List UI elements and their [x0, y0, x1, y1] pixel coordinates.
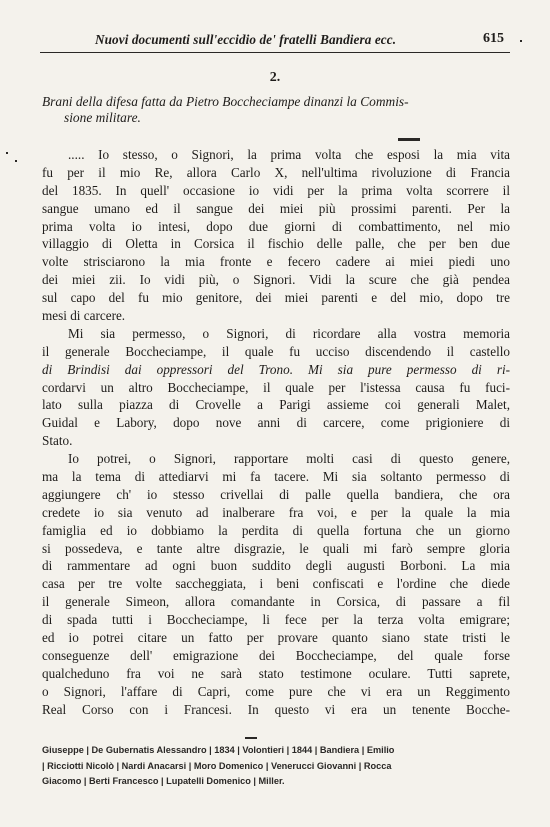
section-number: 2.	[269, 70, 281, 85]
body-line: ..... Io stesso, o Signori, la prima volta che esposi la mia vita	[68, 147, 510, 162]
body-line: ma la tema di attediarvi mi fa tacere. Mi sia soltanto permesso di	[42, 469, 510, 485]
heading-line-1: Brani della difesa fatta da Pietro Boccheciampe dinanzi la Commis-	[42, 94, 409, 109]
body-line: prima volta io intesi, dopo due giorni di combattimento, nel mio	[42, 218, 510, 234]
body-line: Stato.	[42, 433, 73, 449]
body-line: conseguenze dell' emigrazione dei Boccheciampe, del quale forse	[42, 647, 510, 663]
body-line: qualcheduno fra voi ne sarà stato testimone oculare. Tutti saprete,	[42, 665, 510, 681]
body-line: volte strisciarono la mia fronte e fecero cadere ai miei piedi uno	[42, 254, 510, 270]
body-line: di spada tutti i Boccheciampe, li fece per la terza volta emigrare;	[42, 612, 510, 628]
footer-names	[42, 743, 512, 790]
body-line: ed io potrei citare un fatto per provare quanto siano state tristi le	[42, 630, 510, 646]
ink-mark	[398, 138, 420, 141]
body-line: sul capo del fu mio genitore, dei miei parenti e del mio, dopo tre	[42, 290, 510, 306]
running-head	[40, 32, 510, 53]
body-line: Io potrei, o Signori, rapportare molti casi di questo genere,	[68, 451, 510, 467]
footnote-separator	[245, 737, 257, 739]
body-line: cordarvi un altro Boccheciampe, il quale per l'istessa causa fu fuci-	[42, 379, 510, 395]
body-text	[42, 146, 510, 719]
body-line: Guidal e Labory, dopo nove anni di carcere, come prigioniere di	[42, 415, 510, 431]
body-line: il generale Simeon, allora comandante in Corsica, di passare a fil	[42, 594, 510, 610]
body-line: dei miei zii. Io vidi più, o Signori. Vidi la scure che già pendea	[42, 272, 510, 288]
footer-line: Giacomo | Berti Francesco | Lupatelli Domenico | Miller.	[42, 776, 285, 786]
ink-mark	[15, 160, 17, 162]
body-line: casa per tre volte saccheggiata, i beni confiscati e l'ordine che diede	[42, 576, 510, 592]
body-line: famiglia ed io dobbiamo la perdita di quella fortuna che un giorno	[42, 522, 510, 538]
body-line: si possedeva, e tante altre disgrazie, le quali mi farò sempre gloria	[42, 540, 510, 556]
footer-line: | Ricciotti Nicolò | Nardi Anacarsi | Moro Domenico | Venerucci Giovanni | Rocca	[42, 760, 392, 771]
body-line: del 1835. In quell' occasione io vidi per la prima volta scorrere il	[42, 182, 510, 198]
body-line: Mi sia permesso, o Signori, di ricordare alla vostra memoria	[68, 325, 510, 341]
body-line: villaggio di Oletta in Corsica il fischio delle palle, che per ben due	[42, 236, 510, 252]
running-title: Nuovi documenti sull'eccidio de' fratelli Bandiera ecc.	[95, 32, 397, 47]
ink-mark	[6, 152, 8, 154]
body-line: sangue umano ed il sangue dei miei più prossimi parenti. Per la	[42, 200, 510, 216]
body-line: fu per il mio Re, allora Carlo X, nell'ultima rivoluzione di Francia	[42, 164, 510, 180]
body-line: credete io sia venuto ad inalberare fra voi, e per la quale la mia	[42, 504, 510, 520]
italic-phrase: di Brindisi dai oppressori del Trono.	[42, 361, 293, 377]
heading-line-2: sione militare.	[64, 110, 141, 125]
body-line: o Signori, l'affare di Capri, come pure che vi era un Reggimento	[42, 683, 510, 699]
footer-line: Giuseppe | De Gubernatis Alessandro | 1834 | Volontieri | 1844 | Bandiera | Emilio	[42, 745, 395, 755]
italic-phrase: Mi sia pure permesso di ri-	[308, 361, 511, 377]
body-line: lato sulla piazza di Crovelle a Parigi assieme coi generali Malet,	[42, 397, 510, 413]
body-line: Real Corso con i Francesi. In questo vi era un tenente Bocche-	[42, 701, 510, 717]
body-line: mesi di carcere.	[42, 308, 126, 324]
body-line: il generale Boccheciampe, il quale fu ucciso discendendo il castello	[42, 343, 510, 359]
body-line: aggiungere ch' io stesso crivellai di palle quella bandiera, che ora	[42, 486, 510, 502]
body-line-mixed	[42, 361, 510, 379]
page-number: 615	[483, 31, 504, 46]
section-heading	[42, 94, 512, 126]
body-line: di rammentare ad ogni buon suddito degli augusti Borboni. La mia	[42, 558, 510, 574]
ink-mark	[520, 40, 522, 42]
